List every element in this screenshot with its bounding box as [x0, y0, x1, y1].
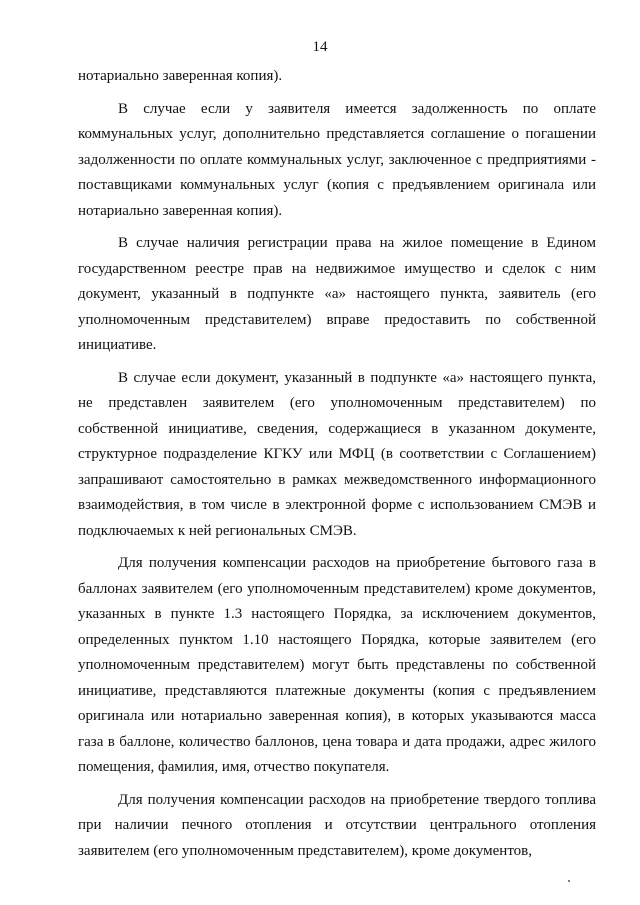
paragraph-utility-debt: В случае если у заявителя имеется задолженность по оплате коммунальных услуг, дополнительно представляется соглашение о погашении задолженности по оплате коммунальных услуг, заключенное с предприятиями - поставщиками коммунальных услуг (копия с предъявлением оригинала или нотариально заверенная копия).: [78, 100, 596, 219]
paragraph-solid-fuel-compensation: Для получения компенсации расходов на приобретение твердого топлива при наличии печного отопления и отсутствии центрального отопления заявителем (его уполномоченным представителем), кроме документов,: [78, 791, 596, 859]
page-number: 14: [312, 39, 328, 55]
document-body: [78, 64, 596, 864]
paragraph-registration: В случае наличия регистрации права на жилое помещение в Едином государственном реестре прав на недвижимое имущество и сделок с ним документ, указанный в подпункте «а» настоящего пункта, заявитель (его уполномоченным представителем) вправе предоставить по собственной инициативе.: [78, 235, 596, 353]
paragraph-interagency-request: В случае если документ, указанный в подпункте «а» настоящего пункта, не представлен заявителем (его уполномоченным представителем) по собственной инициативе, сведения, содержащиеся в указанном документе, структурное подразделение КГКУ или МФЦ (в соответствии с Соглашением) запрашивают самостоятельно в рамках межведомственного информационного взаимодействия, в том числе в электронной форме с использованием СМЭВ и подключаемых к ней региональных СМЭВ.: [78, 369, 596, 539]
paragraph-continuation: нотариально заверенная копия).: [78, 68, 283, 84]
scan-speck: [568, 880, 570, 882]
paragraph-gas-compensation: Для получения компенсации расходов на приобретение бытового газа в баллонах заявителем (его уполномоченным представителем) кроме документов, указанных в пункте 1.3 настоящего Порядка, за исключением документов, определенных пунктом 1.10 настоящего Порядка, которые заявителем (его уполномоченным представителем) могут быть представлены по собственной инициативе, представляются платежные документы (копия с предъявлением оригинала или нотариально заверенная копия), в которых указываются масса газа в баллоне, количество баллонов, цена товара и дата продажи, адрес жилого помещения, фамилия, имя, отчество покупателя.: [78, 555, 596, 775]
